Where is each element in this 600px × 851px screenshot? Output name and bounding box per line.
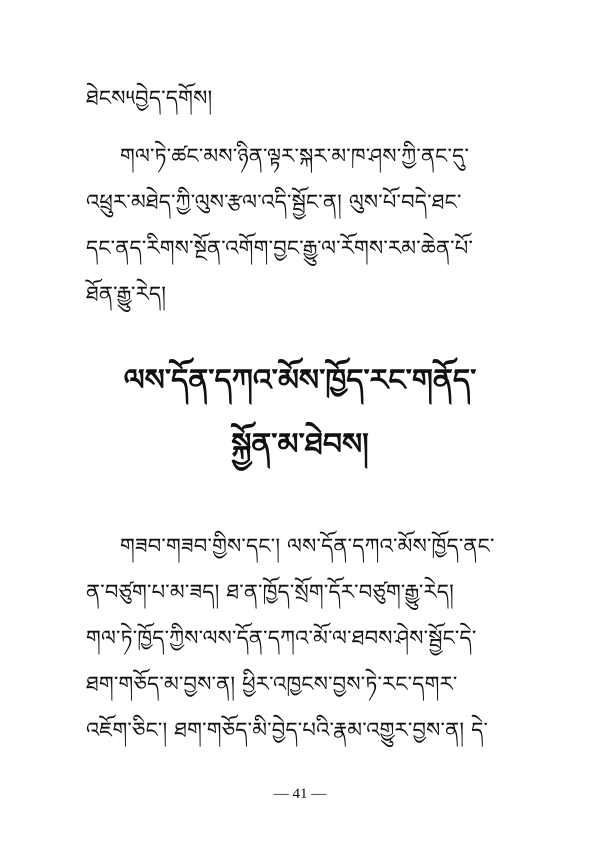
- text-line: གལ་ཏེ་ཚང་མས་ཉིན་ལྟར་སྐར་མ་ཁ་ཤས་ཀྱི་ནང་དུ་: [120, 144, 470, 168]
- text-line: འཇོག་ཅིང་། ཐག་གཅོད་མི་བྱེད་པའི་རྣམ་འགྱུར་བྱས་ན། དེ་: [86, 718, 489, 742]
- text-line: ཐེངས༥བྱེད་དགོས།: [86, 86, 213, 110]
- text-line: གཟབ་གཟབ་གྱིས་དང་། ལས་དོན་དཀའ་མོས་ཁྱོད་ནང་: [120, 534, 495, 558]
- page-number: — 41 —: [273, 786, 327, 802]
- text-line: ན་བཙུག་པ་མ་ཟད། ཐ་ན་ཁྱོད་སྲོག་དོར་བཙུག་རྒྱུ་རེད།: [86, 580, 454, 604]
- text-line: ཐོན་རྒྱུ་རེད།: [86, 282, 167, 306]
- section-title: སྐྱོན་མ་ཐེབས།: [231, 427, 369, 462]
- text-line: དང་ནད་རིགས་སྔོན་འགོག་བྱང་རྒྱུ་ལ་ཪོགས་རམ་ཆེན་པོ་: [86, 236, 474, 260]
- text-line: གལ་ཏེ་ཁྱོད་ཀྱིས་ལས་དོན་དཀའ་མོ་ལ་ཐབས་ཤེས་སྦྱོང་དེ་: [86, 626, 477, 650]
- text-line: འཕྲུར་མཐེད་ཀྱི་ལུས་རྩལ་འདི་སྦྱོང་ན། ལུས་པོ་བདེ་ཐང་: [86, 190, 462, 214]
- text-line: ཐག་གཅོད་མ་བྱས་ན། ཕྱིར་འཁྱངས་བྱས་ཏེ་རང་དགར་: [86, 672, 458, 696]
- section-title: ལས་དོན་དཀའ་མོས་ཁྱོད་རང་གནོད་: [123, 363, 477, 398]
